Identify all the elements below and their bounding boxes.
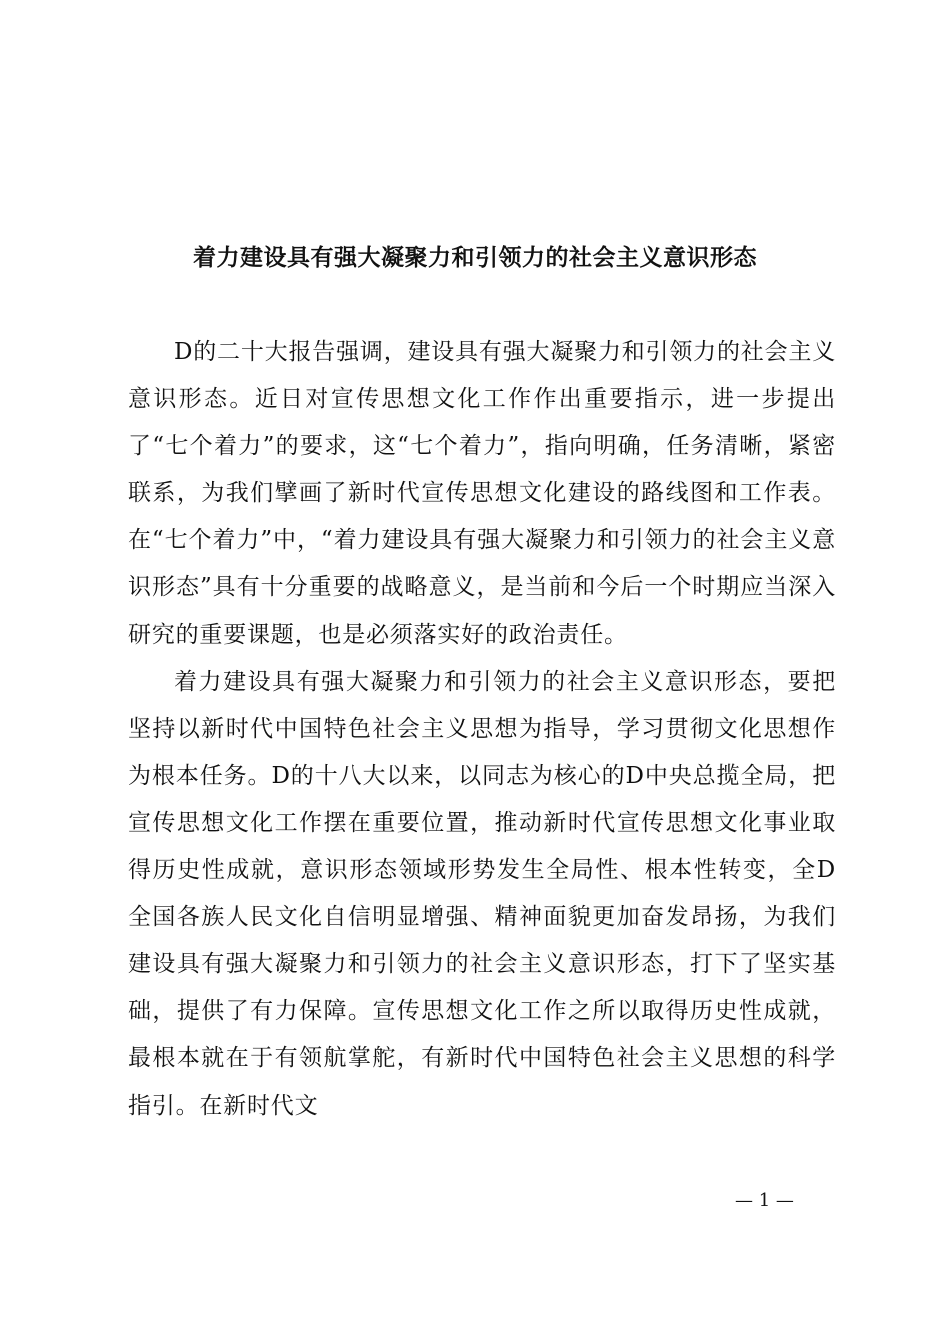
paragraph-2: 着力建设具有强大凝聚力和引领力的社会主义意识形态，要把坚持以新时代中国特色社会主义思想为指导，学习贯彻文化思想作为根本任务。D的十八大以来，以同志为核心的D中央总揽全局，把宣传思想文化工作摆在重要位置，推动新时代宣传思想文化事业取得历史性成就，意识形态领域形势发生全局性、根本性转变，全D全国各族人民文化自信明显增强、精神面貌更加奋发昂扬，为我们建设具有强大凝聚力和引领力的社会主义意识形态，打下了坚实基础，提供了有力保障。宣传思想文化工作之所以取得历史性成就，最根本就在于有领航掌舵，有新时代中国特色社会主义思想的科学指引。在新时代文 (128, 668, 836, 1119)
document-body (128, 329, 836, 1130)
document-title: 着力建设具有强大凝聚力和引领力的社会主义意识形态 (193, 244, 757, 271)
page-number: — 1 — (735, 1190, 794, 1211)
paragraph-1: D的二十大报告强调，建设具有强大凝聚力和引领力的社会主义意识形态。近日对宣传思想文化工作作出重要指示，进一步提出了“七个着力”的要求，这“七个着力”，指向明确，任务清晰，紧密联系，为我们擘画了新时代宣传思想文化建设的路线图和工作表。在“七个着力”中，“着力建设具有强大凝聚力和引领力的社会主义意识形态”具有十分重要的战略意义，是当前和今后一个时期应当深入研究的重要课题，也是必须落实好的政治责任。 (128, 339, 836, 648)
